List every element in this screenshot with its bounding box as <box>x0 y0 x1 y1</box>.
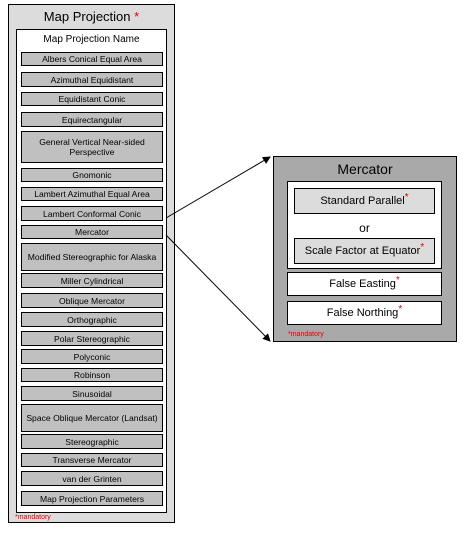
projection-item-azimuthal-equidistant: Azimuthal Equidistant <box>21 72 163 87</box>
map-projection-title-text: Map Projection <box>43 9 131 24</box>
projection-item-equidistant-conic: Equidistant Conic <box>21 92 163 106</box>
projection-item-orthographic: Orthographic <box>21 312 163 327</box>
mandatory-asterisk: * <box>420 241 425 253</box>
false-easting-field <box>287 272 442 296</box>
projection-item-modified-stereographic: Modified Stereographic for Alaska <box>21 243 163 271</box>
arrow-to-mercator-top <box>166 157 270 218</box>
projection-item-mercator: Mercator <box>21 225 163 239</box>
arrow-to-mercator-bottom <box>166 235 270 341</box>
false-easting-label: False Easting <box>329 278 396 290</box>
projection-item-polar-stereographic: Polar Stereographic <box>21 331 163 346</box>
projection-item-oblique-mercator: Oblique Mercator <box>21 293 163 308</box>
scale-factor-label: Scale Factor at Equator <box>304 245 421 257</box>
mandatory-note: *mandatory <box>288 331 324 338</box>
false-northing-field <box>287 301 442 325</box>
projection-item-parameters: Map Projection Parameters <box>21 491 163 506</box>
projection-item-gnomonic: Gnomonic <box>21 168 163 182</box>
mercator-panel <box>273 156 457 342</box>
standard-parallel-or-scale-group <box>287 181 442 269</box>
standard-parallel-label: Standard Parallel <box>320 195 405 207</box>
projection-item-general-vertical: General Vertical Near-sided Perspective <box>21 131 163 163</box>
mandatory-asterisk: * <box>395 274 400 286</box>
projection-item-lambert-conformal: Lambert Conformal Conic <box>21 206 163 221</box>
mandatory-asterisk: * <box>134 9 140 24</box>
or-label: or <box>359 221 370 235</box>
projection-item-transverse-mercator: Transverse Mercator <box>21 453 163 467</box>
projection-item-space-oblique-mercator: Space Oblique Mercator (Landsat) <box>21 404 163 432</box>
mercator-title: Mercator <box>337 161 393 177</box>
scale-factor-field <box>294 238 435 264</box>
projection-item-robinson: Robinson <box>21 368 163 382</box>
projection-item-van-der-grinten: van der Grinten <box>21 471 163 486</box>
projection-list-header: Map Projection Name <box>43 34 140 45</box>
projection-item-equirectangular: Equirectangular <box>21 112 163 127</box>
mandatory-asterisk: * <box>404 191 409 203</box>
false-northing-label: False Northing <box>326 307 399 319</box>
mandatory-asterisk: * <box>398 303 403 315</box>
mandatory-note: *mandatory <box>15 514 51 521</box>
projection-item-lambert-azimuthal: Lambert Azimuthal Equal Area <box>21 187 163 201</box>
projection-item-polyconic: Polyconic <box>21 349 163 364</box>
projection-item-stereographic: Stereographic <box>21 434 163 449</box>
standard-parallel-field <box>294 188 435 214</box>
projection-item-sinusoidal: Sinusoidal <box>21 386 163 401</box>
projection-item-miller-cylindrical: Miller Cylindrical <box>21 273 163 288</box>
projection-item-albers: Albers Conical Equal Area <box>21 52 163 66</box>
